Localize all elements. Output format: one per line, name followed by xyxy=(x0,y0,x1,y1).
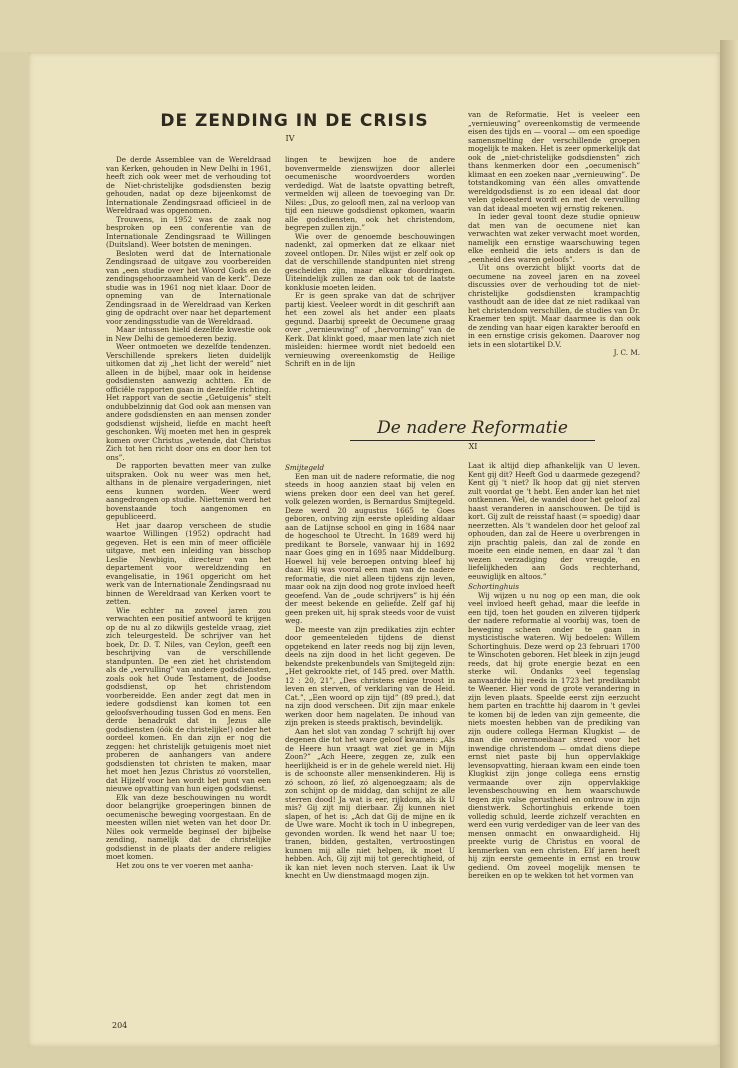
paragraph: Wie echter na zoveel jaren zou verwachten een positief antwoord te krijgen op de nu al zo dikwijls gestelde vraag, ziet zich teleurgesteld. De schrijver van het boek, Dr. D. T. Niles, van Ceylon, geeft een beschrijving van de verschillende standpunten. De een ziet het christendom als de „vervulling” van andere godsdiensten, zoals ook het Oude Testament, de Joodse godsdienst, op het christendom voorbereidde. Een ander zegt dat men in iedere godsdienst kan komen tot een geloofsverhouding tussen God en mens. Een derde benadrukt dat in Jezus alle godsdiensten (óók de christelijke!) onder het oordeel komen. En dan zijn er nog die zeggen: het christelijk getuigenis moet niet proberen de aanhangers van andere godsdiensten tot christen te maken, maar het moet hen Jezus Christus zó voorstellen, dat Hijzelf voor hen wordt het punt van een nieuwe opvatting van hun eigen godsdienst. xyxy=(106,605,271,793)
paragraph: In ieder geval toont deze studie opnieuw dat men van de oecumene niet kan verwachten wat zeker verwacht moet worden, namelijk een ernstige waarschuwing tegen elke eenheid die iets anders is dan de „eenheid des waren geloofs”. xyxy=(468,212,640,264)
article2-col2 xyxy=(285,462,455,1007)
article1-col2 xyxy=(285,156,455,406)
paragraph: Er is geen sprake van dat de schrijver partij kiest. Veeleer wordt in dit geschrift aan het een zowel als het ander een plaats gegund. Daarbij spreekt de Oecumene graag over „vernieuwing” of „hervorming” van de Kerk. Dat klinkt goed, maar men late zich niet misleiden: hiermee wordt niet bedoeld een vernieuwing overeenkomstig de Heilige Schrift en in de lijn xyxy=(285,291,455,368)
paragraph: Trouwens, in 1952 was de zaak nog besproken op een conferentie van de Internationale Zendingsraad te Willingen (Duitsland). Weer botsten de meningen. xyxy=(106,214,271,249)
article1-col1 xyxy=(106,156,271,1004)
article1-number: IV xyxy=(285,134,295,143)
article2-number: XI xyxy=(468,442,478,451)
paragraph: De derde Assemblee van de Wereldraad van Kerken, gehouden in New Delhi in 1961, heeft zich ook weer met de verhouding tot de Niet-christelijke godsdiensten bezig gehouden, nadat op deze bijeenkomst de Internationale Zendingsraad officieel in de Wereldraad was opgenomen. xyxy=(106,156,271,215)
article2-col3 xyxy=(468,462,640,1007)
paragraph: Laat ik altijd diep afhankelijk van U leven. Kent gij dit? Heeft God u daarmede gezegend? Kent gij 't niet? Ik hoop dat gij niet sterven zult voordat ge 't hebt. Een ander kan het niet ontkennen. Wel, de wandel door het geloof zal haast veranderen in aanschouwen. De tijd is kort. Gij zult de reisstaf haast (= spoedig) daar neerzetten. Als 't wandelen door het geloof zal ophouden, dan zal de Heere u overbrengen in zijn prachtig paleis, dan zal de zonde en moeite een einde nemen, en daar zal 't dan wezen verzadiging der vreugde, en liefelijkheden aan Gods rechterhand, eeuwiglijk en altoos.” xyxy=(468,462,640,581)
article2-title-text: De nadere Reformatie xyxy=(377,418,568,438)
title-underline xyxy=(350,440,595,441)
article1-title: DE ZENDING IN DE CRISIS xyxy=(160,111,429,131)
paragraph: De rapporten bevatten meer van zulke uitspraken. Ook nu weer was men het, althans in de plenaire vergaderingen, niet eens kunnen worden. Weer werd aangedrongen op studie. Niettemin werd het bovenstaande toch aangenomen en gepubliceerd. xyxy=(106,461,271,521)
paragraph: Weer ontmoeten we dezelfde tendenzen. Verschillende sprekers lieten duidelijk uitkomen dat zij „het licht der wereld” niet alleen in de bijbel, maar ook in heidense godsdiensten aanwezig achtten. En de officiële rapporten gaan in dezelfde richting. Het rapport van de sectie „Getuigenis” stelt ondubbelzinnig dat God ook aan mensen van andere godsdiensten en aan mensen zonder godsdienst wijsheid, liefde en macht heeft geschonken. Wij moeten met hen in gesprek komen over Christus „wetende, dat Christus Zich tot hen richt door ons en door hen tot ons”. xyxy=(106,342,271,462)
paragraph: Wie over de genoemde beschouwingen nadenkt, zal opmerken dat ze elkaar niet zoveel ontlopen. Dr. Niles wijst er zelf ook op dat de verschillende standpunten niet streng gescheiden zijn, maar elkaar doordringen. Uiteindelijk zullen ze dan ook tot de laatste konklusie moeten leiden. xyxy=(285,231,455,292)
article1-col3 xyxy=(468,111,640,406)
subheading-schortinghuis: Schortinghuis xyxy=(468,582,520,591)
paragraph: De meeste van zijn predikaties zijn echter door gemeenteleden tijdens de dienst opgetekend en later reeds nog bij zijn leven, deels na zijn dood in het licht gegeven. De bekendste prekenbundels van Smijtegeld zijn: „Het gekrookte riet, of 145 pred. over Matth. 12 : 20, 21”, „Des christens enige troost in leven en sterven, of verklaring van de Heid. Cat.”, „Een woord op zijn tijd” (89 pred.), dat na zijn dood verscheen. Dit zijn maar enkele werken door hem nagelaten. De inhoud van zijn preken is steeds praktisch, bevindelijk. xyxy=(285,624,455,727)
paragraph: Maar intussen hield dezelfde kwestie ook in New Delhi de gemoederen bezig. xyxy=(106,325,271,343)
paragraph: lingen te bewijzen hoe de andere bovenvermelde zienswijzen door allerlei oecumenische woordvoerders worden verdedigd. Wat de laatste opvatting betreft, vermelden wij alleen de toevoeging van Dr. Niles: „Dus, zo geloofl men, zal na verloop van tijd een nieuwe godsdienst opkomen, waarin alle godsdiensten, ook het christendom, begrepen zullen zijn.” xyxy=(285,156,455,232)
next-page-edge xyxy=(720,40,738,1068)
paragraph: Een man uit de nadere reformatie, die nog steeds in hoog aanzien staat bij velen en wiens preken door een deel van het geref. volk gelezen worden, is Bernardus Smijtegeld. Deze werd 20 augustus 1665 te Goes geboren, ontving zijn eerste opleiding aldaar aan de Latijnse school en ging in 1684 naar de hogeschool te Utrecht. In 1689 werd hij predikant te Borsele, vanwaar hij in 1692 naar Goes ging en in 1695 naar Middelburg. Hoewel hij vele beroepen ontving bleef hij daar. Hij was vooral een man van de nadere reformatie, die niet alleen tijdens zijn leven, maar ook na zijn dood nog grote invloed heeft geoefend. Van de „oude schrijvers” is hij één der meest bekende en geliefde. Zelf gaf hij geen preken uit, hij sprak steeds voor de vuist weg. xyxy=(285,471,455,625)
paragraph: Het jaar daarop verscheen de studie waartoe Willingen (1952) opdracht had gegeven. Het is een min of meer officiële uitgave, met een inleiding van bisschop Leslie Newbigin, directeur van het departement voor wereldzending en evangelisatie, in 1961 opgericht om het werk van de Internationale Zendingsraad nu binnen de Wereldraad van Kerken voort te zetten. xyxy=(106,520,271,606)
paragraph: Het zou ons te ver voeren met aanha- xyxy=(116,860,254,870)
paragraph: Elk van deze beschouwingen nu wordt door belangrijke groeperingen binnen de oecumenische beweging voorgestaan. En de meesten willen niet weten van het door Dr. Niles ook vermelde beginsel der bijbelse zending, namelijk dat de christelijke godsdienst in de plaats der andere religies moet komen. xyxy=(106,792,271,861)
subheading-smijtegeld: Smijtegeld xyxy=(285,463,325,472)
article1-signature: J. C. M. xyxy=(613,348,640,357)
page-number: 204 xyxy=(112,1021,128,1030)
paragraph: Wij wijzen u nu nog op een man, die ook veel invloed heeft gehad, maar die leefde in een tijd, toen het gouden en zilveren tijdperk der nadere reformatie al voorbij was, toen de beweging scheen onder te gaan in mysticistische wateren. Wij bedoelen: Willem Schortinghuis. Deze werd op 23 februari 1700 te Winschoten geboren. Het bleek in zijn jeugd reeds, dat hij grote energie bezat en een sterke wil. Ondanks veel tegenslag aanvaardde hij reeds in 1723 het predikambt te Weener. Hier vond de grote verandering in zijn leven plaats. Speelde eerst zijn eerzucht hem parten en trachtte hij daarom in 't gevlei te komen bij de leden van zijn gemeente, die niets moesten hebben van de prediking van zijn oudere collega Herman Klugkist — de man die onvermoeibaar streed voor het inwendige christendom — omdat diens diepe ernst niet paste bij hun oppervlakkige levensopvatting, hieraan kwam een einde toen Klugkist zijn jonge collega eens ernstig vermaande over zijn oppervlakkige levensbeschouwing en hem waarschuwde tegen zijn valse gerustheid en ontrouw in zijn dienstwerk. Schortinghuis erkende toen volledig schuld, leerde zichzelf verachten en werd een vurig verdediger van de leer van des mensen onmacht en onwaardigheid. Hij preekte vurig de Christus en vooral de kenmerken van een christen. Elf jaren heeft hij zijn eerste gemeente in ernst en trouw gediend. Om zoveel mogelijk mensen te bereiken en op te wekken tot het vormen van xyxy=(468,590,640,880)
paragraph: Uit ons overzicht blijkt voorts dat de oecumene na zoveel jaren en na zoveel discussies over de verhouding tot de niet-christelijke godsdiensten krampachtig vasthoudt aan de idee dat ze niet radikaal van het christendom verschillen, de studies van Dr. Kraemer ten spijt. Maar daarmee is dan ook de zending van haar eigen karakter beroofd en in een ernstige crisis gekomen. Daarover nog iets in een slotartikel D.V. xyxy=(468,263,640,349)
paragraph: Besloten werd dat de Internationale Zendingsraad de uitgave zou voorbereiden van „een studie over het Woord Gods en de zendingsgehoorzaamheid van de kerk”. Deze studie was in 1961 nog niet klaar. Door de opneming van de Internationale Zendingsraad in de Wereldraad van Kerken ging de opdracht over naar het departement voor zendingsstudie van de Wereldraad. xyxy=(106,248,271,326)
page-top-margin xyxy=(0,0,738,52)
article2-title xyxy=(345,418,600,438)
paragraph: van de Reformatie. Het is veeleer een „vernieuwing” overeenkomstig de vermeende eisen des tijds en — vooral — om een spoedige samensmelting der verschillende groepen mogelijk te maken. Het is zeer opmerkelijk dat ook de „niet-christelijke godsdiensten” zich thans kenmerken door een „oecumenisch” klimaat en een zoeken naar „vernieuwing”. De totstandkoming van één alles omvattende wereldgodsdienst is zo een ideaal dat door velen gekoesterd wordt en met de vervulling van dat ideaal moeten wij ernstig rekenen. xyxy=(468,111,640,213)
paragraph: Aan het slot van zondag 7 schrijft hij over degenen die tot het ware geloof kwamen: „Als de Heere hun vraagt wat ziet ge in Mijn Zoon?” „Ach Heere, zeggen ze, zulk een heerlijkheid is er in de gehele wereld niet. Hij is de schoonste aller mensenkinderen. Hij is zó schoon, zó lief, zó algenoegzaam; als de zon schijnt op de middag, dan schijnt ze alle sterren dood! Ja wat is eer, rijkdom, als ik U mis? Gij zijt mij dierbaar. Zij kunnen niet slapen, of het is: „Ach dat Gij de mijne en ik de Uwe ware. Mocht ik toch in U inbegrepen, gevonden worden. Ik wend het naar U toe; tranen, bidden, gestalten, vertroostingen kunnen mij alle niet helpen, ik moet U hebben. Ach, Gij zijt mij tot gerechtigheid, of ik kan niet leven noch sterven. Laat ik Uw knecht en Uw dienstmaagd mogen zijn. xyxy=(285,726,455,880)
